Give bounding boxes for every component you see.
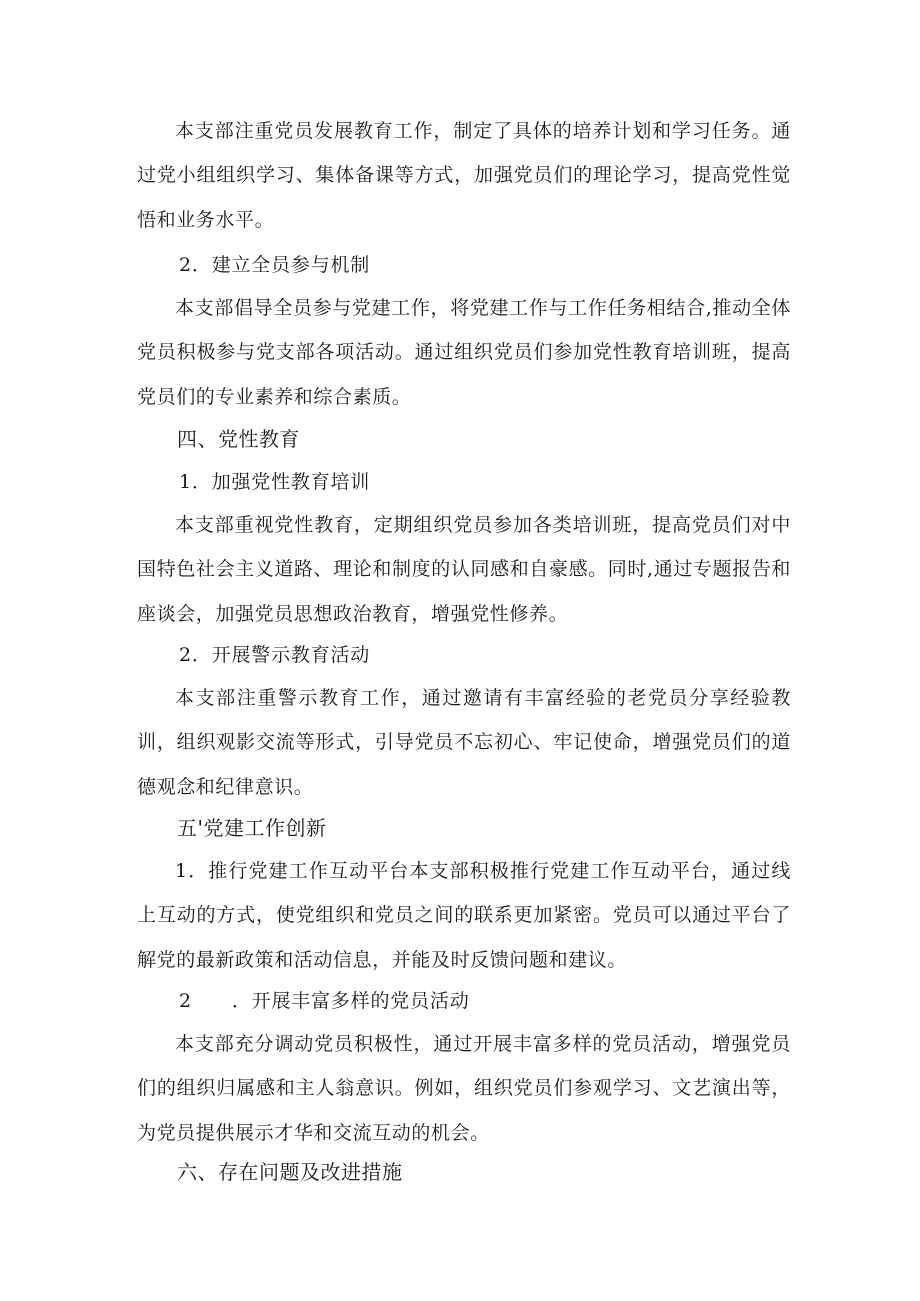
section-heading-problems-and-improvements: 六、存在问题及改进措施 — [177, 1160, 403, 1184]
item-warning-education — [137, 633, 833, 677]
item-number: 2 — [179, 990, 192, 1012]
item-number: 2 — [179, 254, 192, 276]
paragraph-party-member-education: 本支部注重党员发展教育工作，制定了具体的培养计划和学习任务。通过党小组组织学习、集体备课等方式，加强党员们的理论学习，提高党性觉悟和业务水平。 — [137, 120, 791, 231]
paragraph-interactive-platform: 1．推行党建工作互动平台本支部积极推行党建工作互动平台，通过线上互动的方式，使党组织和党员之间的联系更加紧密。党员可以通过平台了解党的最新政策和活动信息，并能及时反馈问题和建议。 — [137, 860, 791, 971]
section-heading-party-spirit-education: 四、党性教育 — [177, 427, 300, 451]
item-title: ．开展警示教育活动 — [191, 644, 371, 666]
item-diverse-member-activities — [137, 979, 833, 1023]
paragraph-full-participation: 本支部倡导全员参与党建工作，将党建工作与工作任务相结合,推动全体党员积极参与党支部各项活动。通过组织党员们参加党性教育培训班，提高党员们的专业素养和综合素质。 — [137, 297, 791, 408]
item-title: ．加强党性教育培训 — [191, 471, 371, 493]
item-full-participation-mechanism — [137, 243, 833, 287]
paragraph-warning-education: 本支部注重警示教育工作，通过邀请有丰富经验的老党员分享经验教训，组织观影交流等形式，引导党员不忘初心、牢记使命，增强党员们的道德观念和纪律意识。 — [137, 687, 791, 798]
item-number: 2 — [179, 644, 192, 666]
item-title: ．开展丰富多样的党员活动 — [231, 990, 470, 1012]
item-number: 1 — [179, 471, 192, 493]
item-party-spirit-training — [137, 460, 833, 504]
paragraph-party-spirit-training: 本支部重视党性教育，定期组织党员参加各类培训班，提高党员们对中国特色社会主义道路、理论和制度的认同感和自豪感。同时,通过专题报告和座谈会，加强党员思想政治教育，增强党性修养。 — [137, 514, 791, 625]
paragraph-member-activities: 本支部充分调动党员积极性，通过开展丰富多样的党员活动，增强党员们的组织归属感和主人翁意识。例如，组织党员们参观学习、文艺演出等，为党员提供展示才华和交流互动的机会。 — [137, 1033, 791, 1144]
item-title: ．建立全员参与机制 — [191, 254, 371, 276]
section-heading-party-building-innovation: 五'党建工作创新 — [177, 816, 327, 840]
